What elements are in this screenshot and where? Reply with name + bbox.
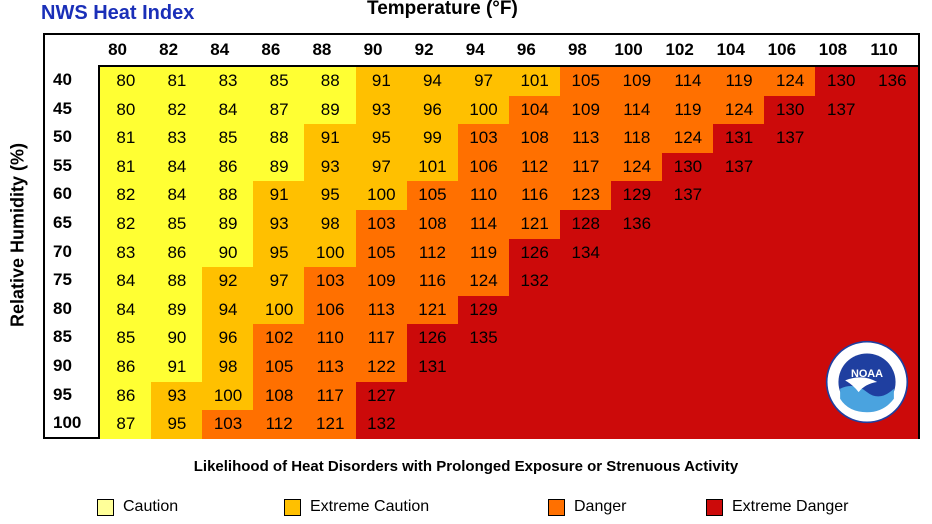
heat-index-cell: 109 <box>356 267 408 296</box>
heat-index-cell: 124 <box>662 124 714 153</box>
heat-index-cell: 88 <box>304 67 356 96</box>
heat-index-cell: 130 <box>662 153 714 182</box>
heat-index-cell: 91 <box>304 124 356 153</box>
heat-index-cell: 93 <box>304 153 356 182</box>
temperature-header: 94 <box>465 40 485 59</box>
heat-index-cell: 95 <box>253 239 305 268</box>
humidity-header: 50 <box>53 127 72 147</box>
heat-index-cell: 130 <box>815 67 867 96</box>
heat-index-cell: 123 <box>560 181 612 210</box>
legend-item <box>97 498 178 516</box>
heat-index-cell: 82 <box>100 181 152 210</box>
heat-index-cell: 97 <box>458 67 510 96</box>
legend-swatch <box>97 499 114 516</box>
heat-index-cell: 110 <box>458 181 510 210</box>
heat-index-cell: 82 <box>100 210 152 239</box>
heat-index-cell: 89 <box>304 96 356 125</box>
heat-index-cell: 81 <box>151 67 203 96</box>
temperature-header: 102 <box>665 40 694 59</box>
heat-index-cell: 97 <box>356 153 408 182</box>
humidity-header: 85 <box>53 327 72 347</box>
heat-index-cell: 136 <box>867 67 919 96</box>
heat-index-cell: 100 <box>253 296 305 325</box>
heat-index-cell: 104 <box>509 96 561 125</box>
legend-swatch <box>548 499 565 516</box>
heat-index-cell: 103 <box>356 210 408 239</box>
temperature-header: 80 <box>108 40 127 59</box>
humidity-header: 90 <box>53 356 72 375</box>
heat-index-cell: 116 <box>407 267 459 296</box>
heat-index-cell: 135 <box>458 324 510 353</box>
heat-index-cell: 101 <box>509 67 561 96</box>
heat-index-cell: 93 <box>151 382 203 411</box>
heat-index-cell: 85 <box>100 324 152 353</box>
heat-index-cell: 122 <box>356 353 408 382</box>
heat-index-cell: 129 <box>611 181 663 210</box>
heat-index-cell: 124 <box>764 67 816 96</box>
heat-index-cell: 85 <box>151 210 203 239</box>
heat-index-cell: 116 <box>509 181 561 210</box>
temperature-header: 88 <box>312 40 332 59</box>
heat-index-cell: 114 <box>458 210 510 239</box>
humidity-header: 75 <box>53 270 72 290</box>
heat-index-cell: 127 <box>356 382 408 411</box>
heat-index-cell: 102 <box>253 324 305 353</box>
heat-index-cell: 124 <box>458 267 510 296</box>
heat-index-cell: 90 <box>202 239 254 268</box>
humidity-header: 65 <box>53 213 72 232</box>
heat-index-cell: 136 <box>611 210 663 239</box>
heat-index-cell: 108 <box>253 382 305 411</box>
y-axis-title: Relative Humidity (%) <box>7 142 28 328</box>
heat-index-cell: 112 <box>407 239 459 268</box>
heat-index-cell: 80 <box>100 96 152 125</box>
heat-index-cell: 100 <box>202 382 254 411</box>
legend-swatch <box>706 499 723 516</box>
heat-index-cell: 137 <box>764 124 816 153</box>
heat-index-cell: 88 <box>151 267 203 296</box>
temperature-header: 100 <box>614 40 643 59</box>
legend-label: Caution <box>123 498 179 515</box>
heat-index-cell: 121 <box>509 210 561 239</box>
temperature-header: 106 <box>767 40 797 59</box>
noaa-logo-icon <box>825 340 909 424</box>
humidity-header: 70 <box>53 241 72 261</box>
heat-index-cell: 84 <box>151 153 203 182</box>
humidity-header: 95 <box>53 384 72 404</box>
heat-index-cell: 92 <box>202 267 254 296</box>
heat-index-cell: 85 <box>202 124 254 153</box>
chart-title: NWS Heat Index <box>41 2 195 24</box>
temperature-header: 110 <box>870 40 898 59</box>
heat-index-cell: 98 <box>304 210 356 239</box>
heat-index-cell: 130 <box>764 96 816 125</box>
heat-index-cell: 96 <box>407 96 459 125</box>
heat-index-cell: 86 <box>202 153 254 182</box>
heat-index-cell: 106 <box>458 153 510 182</box>
heat-index-cell: 80 <box>100 67 152 96</box>
heat-index-cell: 100 <box>304 239 356 268</box>
heat-index-cell: 90 <box>151 324 203 353</box>
heat-index-cell: 126 <box>509 239 561 268</box>
humidity-header: 80 <box>53 298 72 318</box>
heat-index-cell: 82 <box>151 96 203 125</box>
heat-index-cell: 121 <box>407 296 459 325</box>
humidity-header: 45 <box>53 98 72 118</box>
heat-index-cell: 96 <box>202 324 254 353</box>
heat-index-cell: 105 <box>356 239 408 268</box>
heat-index-cell: 93 <box>356 96 408 125</box>
heat-index-cell: 84 <box>151 181 203 210</box>
heat-index-cell: 132 <box>509 267 561 296</box>
legend-label: Extreme Danger <box>732 498 849 515</box>
temperature-header: 84 <box>210 40 230 59</box>
heat-index-cell: 89 <box>253 153 305 182</box>
heat-index-cell: 81 <box>100 124 152 153</box>
heat-index-cell: 99 <box>407 124 459 153</box>
temperature-header: 108 <box>818 40 848 59</box>
x-axis-title: Temperature (°F) <box>367 0 518 19</box>
legend-item <box>284 498 429 516</box>
heat-index-cell: 137 <box>662 181 714 210</box>
heat-index-cell: 108 <box>407 210 459 239</box>
heat-index-cell: 103 <box>202 410 254 439</box>
humidity-header: 40 <box>53 70 72 89</box>
heat-index-cell: 117 <box>304 382 356 411</box>
heat-index-cell: 95 <box>151 410 203 439</box>
heat-index-cell: 114 <box>611 96 663 125</box>
heat-index-cell: 87 <box>253 96 305 125</box>
heat-index-cell: 119 <box>458 239 510 268</box>
temperature-header: 92 <box>414 40 434 59</box>
legend-label: Danger <box>574 498 627 515</box>
heat-index-cell: 103 <box>304 267 356 296</box>
footer-caption: Likelihood of Heat Disorders with Prolonged Exposure or Strenuous Activity <box>193 458 739 475</box>
heat-index-cell: 128 <box>560 210 612 239</box>
heat-index-cell: 117 <box>560 153 612 182</box>
heat-index-cell: 100 <box>356 181 408 210</box>
heat-index-cell: 86 <box>100 353 152 382</box>
heat-index-cell: 103 <box>458 124 510 153</box>
heat-index-cell: 137 <box>815 96 867 125</box>
heat-index-cell: 91 <box>151 353 203 382</box>
heat-index-cell: 105 <box>560 67 612 96</box>
heat-index-cell: 91 <box>253 181 305 210</box>
heat-index-cell: 87 <box>100 410 152 439</box>
legend-item <box>706 498 849 516</box>
heat-index-cell: 129 <box>458 296 510 325</box>
temperature-header: 90 <box>363 40 383 59</box>
heat-index-cell: 89 <box>151 296 203 325</box>
humidity-header: 100 <box>53 413 82 433</box>
heat-index-cell: 134 <box>560 239 612 268</box>
heat-index-cell: 88 <box>253 124 305 153</box>
heat-index-cell: 86 <box>151 239 203 268</box>
heat-index-cell: 101 <box>407 153 459 182</box>
legend-swatch <box>284 499 301 516</box>
heat-index-cell: 93 <box>253 210 305 239</box>
heat-index-cell: 121 <box>304 410 356 439</box>
heat-index-cell: 131 <box>407 353 459 382</box>
heat-index-cell: 131 <box>713 124 765 153</box>
heat-index-cell: 113 <box>304 353 356 382</box>
heat-index-cell: 109 <box>611 67 663 96</box>
heat-index-cell: 110 <box>304 324 356 353</box>
heat-index-cell: 95 <box>356 124 408 153</box>
heat-index-cell: 98 <box>202 353 254 382</box>
temperature-header: 98 <box>567 40 587 59</box>
heat-index-cell: 124 <box>611 153 663 182</box>
heat-index-cell: 83 <box>151 124 203 153</box>
heat-index-cell: 112 <box>509 153 561 182</box>
heat-index-cell: 105 <box>407 181 459 210</box>
heat-index-cell: 126 <box>407 324 459 353</box>
heat-index-cell: 88 <box>202 181 254 210</box>
heat-index-cell: 106 <box>304 296 356 325</box>
legend-item <box>548 498 626 516</box>
temperature-header: 96 <box>516 40 536 59</box>
heat-index-cell: 124 <box>713 96 765 125</box>
legend-label: Extreme Caution <box>310 498 430 515</box>
heat-index-cell: 81 <box>100 153 152 182</box>
temperature-header: 86 <box>261 40 281 59</box>
heat-index-cell: 119 <box>662 96 714 125</box>
heat-index-cell: 100 <box>458 96 510 125</box>
heat-index-cell: 84 <box>202 96 254 125</box>
heat-index-cell: 97 <box>253 267 305 296</box>
heat-index-cell: 109 <box>560 96 612 125</box>
humidity-header: 55 <box>53 155 72 175</box>
noaa-logo-text: NOAA <box>850 367 884 380</box>
heat-index-cell: 132 <box>356 410 408 439</box>
heat-index-grid <box>98 65 918 439</box>
heat-index-cell: 114 <box>662 67 714 96</box>
temperature-header: 104 <box>716 40 745 59</box>
heat-index-cell: 94 <box>407 67 459 96</box>
heat-index-cell: 84 <box>100 267 152 296</box>
heat-index-cell: 86 <box>100 382 152 411</box>
heat-index-cell: 89 <box>202 210 254 239</box>
heat-index-cell: 84 <box>100 296 152 325</box>
heat-index-cell: 119 <box>713 67 765 96</box>
heat-index-cell: 83 <box>202 67 254 96</box>
heat-index-cell: 85 <box>253 67 305 96</box>
heat-index-cell: 95 <box>304 181 356 210</box>
heat-index-cell: 137 <box>713 153 765 182</box>
heat-index-cell: 113 <box>560 124 612 153</box>
heat-index-cell: 108 <box>509 124 561 153</box>
heat-index-cell: 112 <box>253 410 305 439</box>
heat-index-cell: 105 <box>253 353 305 382</box>
humidity-header: 60 <box>53 184 72 204</box>
heat-index-cell: 83 <box>100 239 152 268</box>
noaa-logo <box>825 340 909 424</box>
heat-index-cell: 113 <box>356 296 408 325</box>
heat-index-cell: 91 <box>356 67 408 96</box>
heat-index-cell: 94 <box>202 296 254 325</box>
heat-index-cell: 118 <box>611 124 663 153</box>
temperature-header: 82 <box>159 40 179 59</box>
heat-index-cell: 117 <box>356 324 408 353</box>
